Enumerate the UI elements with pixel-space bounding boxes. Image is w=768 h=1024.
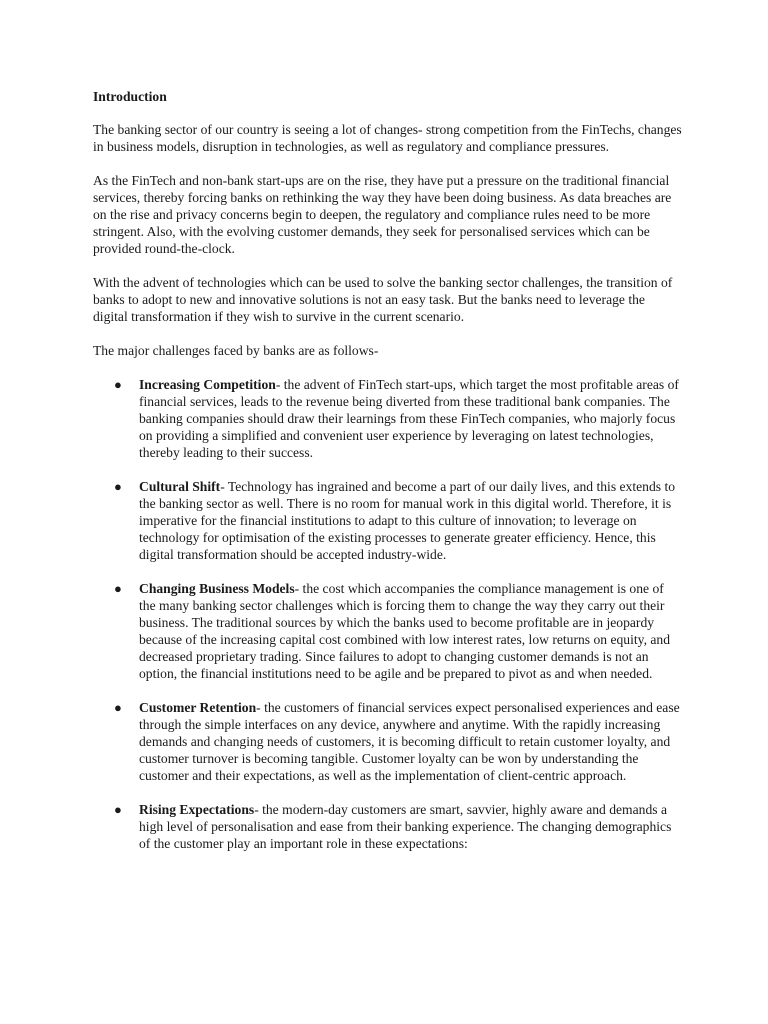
list-item [93, 699, 683, 784]
section-heading: Introduction [93, 89, 167, 104]
bullet-icon: ● [114, 700, 122, 715]
challenge-term: Changing Business Models [139, 581, 295, 596]
bullet-icon: ● [114, 479, 122, 494]
challenge-text: - Technology has ingrained and become a part of our daily lives, and this extends to the banking sector as well. There is no room for manual work in this digital world. Therefore, it is imperative for the financial institutions to adapt to this culture of innovation; to leverage on technology for optimisation of the existing processes to generate greater efficiency. Hence, this digital transformation should be accepted industry-wide. [139, 479, 676, 562]
bullet-icon: ● [114, 802, 122, 817]
list-item [93, 801, 683, 852]
document-page [93, 88, 683, 869]
paragraph-intro: The banking sector of our country is seeing a lot of changes- strong competition from the FinTechs, changes in business models, disruption in technologies, as well as regulatory and compliance pressures. [93, 122, 682, 154]
challenge-text: - the advent of FinTech start-ups, which target the most profitable areas of financial services, leads to the revenue being diverted from these traditional bank companies. The banking companies should draw their learnings from these FinTech companies, who majorly focus on providing a simplified and convenient user experience by leveraging on latest technologies, thereby leading to their success. [139, 377, 679, 460]
challenge-text: - the customers of financial services expect personalised experiences and ease through the simple interfaces on any device, anywhere and anytime. With the rapidly increasing demands and changing needs of customers, it is becoming difficult to retain customer loyalty, and customer turnover is becoming tangible. Customer loyalty can be won by understanding the customer and their expectations, as well as the implementation of client-centric approach. [139, 700, 680, 783]
paragraph-advent-technologies: With the advent of technologies which can be used to solve the banking sector challenges, the transition of banks to adopt to new and innovative solutions is not an easy task. But the banks need to leverage the digital transformation if they wish to survive in the current scenario. [93, 275, 673, 324]
bullet-icon: ● [114, 581, 122, 596]
bullet-icon: ● [114, 377, 122, 392]
challenge-term: Customer Retention [139, 700, 257, 715]
challenges-list [93, 376, 683, 852]
challenge-term: Increasing Competition [139, 377, 276, 392]
paragraph-fintech-rise: As the FinTech and non-bank start-ups are on the rise, they have put a pressure on the traditional financial services, thereby forcing banks on rethinking the way they have been doing business. As data breaches are on the rise and privacy concerns begin to deepen, the regulatory and compliance rules need to be more stringent. Also, with the evolving customer demands, they seek for personalised services which can be provided round-the-clock. [93, 173, 672, 256]
challenge-term: Rising Expectations [139, 802, 255, 817]
challenge-text: - the modern-day customers are smart, savvier, highly aware and demands a high level of personalisation and ease from their banking experience. The changing demographics of the customer play an important role in these expectations: [139, 802, 672, 851]
paragraph-challenges-lead: The major challenges faced by banks are as follows- [93, 343, 379, 358]
list-item [93, 478, 683, 563]
list-item [93, 376, 683, 461]
challenge-text: - the cost which accompanies the compliance management is one of the many banking sector challenges which is forcing them to change the way they carry out their business. The traditional sources by which the banks used to become profitable are in jeopardy because of the increasing capital cost combined with low interest rates, low returns on equity, and decreased proprietary trading. Since failures to adopt to changing customer demands is not an option, the financial institutions need to be agile and be prepared to pivot as and when needed. [139, 581, 670, 681]
list-item [93, 580, 683, 682]
challenge-term: Cultural Shift [139, 479, 221, 494]
